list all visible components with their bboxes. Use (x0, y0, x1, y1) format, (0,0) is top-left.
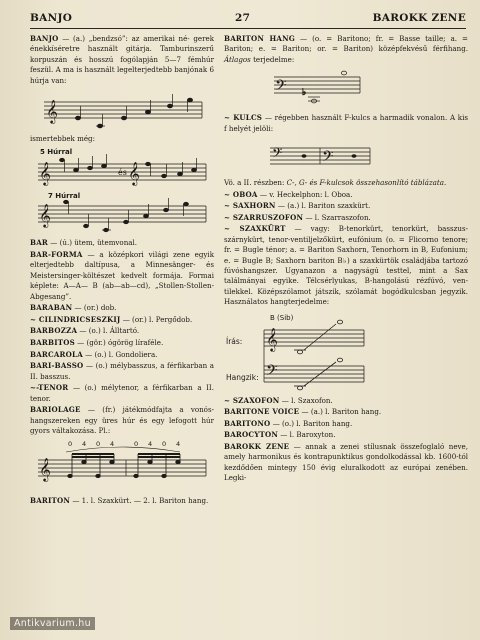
music-staff-szaxkurt (224, 310, 468, 394)
music-staff-5-string (30, 146, 214, 188)
entry-oboa (224, 190, 468, 200)
headword: BAR (30, 238, 48, 248)
definition: — (a.) l. Bariton szaxkürt. (275, 201, 371, 211)
definition: — (gör.) ógörög líraféle. (74, 338, 164, 348)
definition: — (o.) l. Gondoliera. (82, 349, 158, 359)
entry-barocyton (224, 430, 468, 440)
entry-baritono (224, 419, 468, 429)
headword: BANJO (30, 34, 59, 43)
svg-text:𝄞: 𝄞 (39, 457, 51, 482)
headword: BAROCYTON (224, 430, 279, 440)
fingering-1: 0 (68, 440, 73, 449)
header-left: BANJO (30, 12, 73, 24)
headword: BARITON HANG (224, 34, 296, 43)
definition: — a középkori világi zene egyik elterjedtebb daltípusa, a Minnesänger- és Meistersinger-költészet kedvelt formája. Formai képlete: A—A— B (ab—ab—cd), „Stollen-Stollen-Abgesang”. (30, 250, 214, 301)
fingering-5: 0 (134, 440, 139, 449)
fingering-8: 4 (176, 440, 181, 449)
definition: — v. Heckelphon: l. Oboa. (257, 189, 353, 199)
definition: — l. Szaxofon. (279, 395, 333, 405)
entry-banjo (30, 34, 214, 86)
definition: — l. Szarraszofon. (303, 212, 371, 222)
header-right: BAROKK ZENE (372, 12, 466, 24)
headword: ~ OBOA (224, 189, 258, 199)
label-iras: Írás: (226, 336, 243, 346)
label-es: és (118, 168, 127, 178)
headword: BARBOZZA (30, 326, 78, 336)
definition: — (o.) l. Bariton hang. (270, 418, 353, 428)
headword: BARITONE VOICE (224, 407, 300, 417)
headword: BAR-FORMA (30, 250, 83, 260)
entry-baritone-voice (224, 407, 468, 417)
entry-kulcs (224, 113, 468, 134)
definition: — (o.) mélybasszus, a férfikarban a II. basszus. (30, 361, 214, 381)
headword: BARITONO (224, 418, 271, 428)
entry-szaxkurt (224, 224, 468, 307)
headword: BAROKK ZENE (224, 442, 290, 452)
entry-vo (224, 178, 468, 188)
music-staff-banjo (30, 88, 214, 132)
fingering-7: 0 (162, 440, 167, 449)
label-5-string: 5 Húrral (40, 148, 73, 157)
reference-text: Vö. a II. részben: (224, 178, 287, 188)
definition: — (a.) l. Bariton hang. (299, 407, 382, 417)
entry-barcarola (30, 350, 214, 360)
definition: — (fr.) játékmódfajta a vonóshangszereken egy üres húr és egy lefogott húr gyors váltakozása. Pl.: (30, 405, 214, 436)
entry-bariolage (30, 405, 214, 436)
headword: ~ SZAXKÜRT (224, 224, 286, 234)
headword: BARI-BASSO (30, 361, 84, 371)
entry-szarruszofon (224, 213, 468, 223)
entry-bariton-hang (224, 34, 468, 65)
fingering-3: 0 (96, 440, 101, 449)
entry-tenor (30, 383, 214, 404)
headword: BARITON (30, 496, 71, 506)
entry-barbitos (30, 338, 214, 348)
definition: — (or.) l. Pergődob. (120, 314, 193, 324)
svg-text:♭: ♭ (302, 88, 307, 99)
headword: ~ SZARRUSZOFON (224, 212, 304, 222)
music-staff-kulcs (224, 136, 468, 176)
definition: — 1. l. Szaxkürt. — 2. l. Bariton hang. (70, 496, 209, 506)
definition: — (or.) dob. (72, 303, 117, 313)
definition: — régebben használt F-kulcs a harmadik vonalon. A kis f helyét jelöli: (224, 113, 468, 133)
svg-text:𝄢: 𝄢 (266, 361, 278, 383)
definition: — (o. = Baritono; fr. = Basse taille; a. = Bariton; e. = Bariton; or. = Bariton) középfekvésű férfihang. (224, 34, 468, 54)
reference-italic: C-, G- és F-kulcsok összehasonlító táblázata. (286, 178, 447, 188)
definition: — (a.) „bendzsó”: az amerikai né- gerek énekkíséretre használt gitárja. Tamburinszerű korpuszán és hosszú fogólapján 5—7 fémhúr feszül. A ma is használt legelterjedtebb banjónak 6 húrja van: (30, 34, 214, 85)
entry-bar-forma (30, 250, 214, 302)
label-b-sib: B (Sib) (270, 313, 294, 322)
page-number: 27 (235, 12, 251, 24)
music-staff-7-string (30, 190, 214, 236)
definition: — vagy: B-tenorkürt, tenorkürt, basszus-szárnykürt, tenor-ventiljelzőkürt, eufónium (o. = Flicorno tenore; fr. = Bugle ténor; a. = Bariton Saxhorn, Tenorhorn in B, Eufonium; e. = Bugle B; Saxhorn bariton B♭) a szaxkürtök családjába tartozó fúvóshangszer. Ugyanazon a nagyságú testtel, mint a Sax találmányai egyike. Télcsérlyukas, B-hangolású rézfúvó, ventilekkel. Középszólamot játszik, szólamát bogódkulcsban jegyzik. Használatos hangterjedelme: (224, 224, 469, 307)
headword: BARCAROLA (30, 349, 83, 359)
ismertebbek-text: ismertebbek még: (30, 134, 95, 144)
entry-bariton (30, 496, 214, 506)
headword: BARIOLAGE (30, 405, 81, 415)
definition: — (o.) l. Álltartó. (77, 326, 140, 336)
entry-baraban (30, 303, 214, 313)
header-rule (30, 28, 466, 29)
fingering-6: 4 (148, 440, 153, 449)
music-staff-bariton-range (224, 67, 468, 111)
entry-barbozza (30, 326, 214, 336)
entry-szaxofon (224, 396, 468, 406)
svg-text:𝄢: 𝄢 (272, 145, 283, 165)
definition: — (o.) mélytenor, a férfikarban a II. tenor. (30, 383, 214, 403)
svg-text:𝄞: 𝄞 (46, 99, 58, 124)
watermark: Antikvarium.hu (10, 617, 95, 630)
headword: ~-TENOR (30, 383, 69, 393)
entry-bar (30, 238, 214, 248)
headword: ~ KULCS (224, 113, 263, 123)
left-column (30, 34, 214, 508)
label-hangzik: Hangzik: (226, 372, 259, 382)
fingering-2: 4 (82, 440, 87, 449)
svg-text:𝄢: 𝄢 (275, 77, 287, 99)
definition: — annak a zenei stílusnak összefoglaló neve, amely harmonikus és kontrapunktikus gondolkodással kb. 1600-tól kezdődően mintegy 150 évig eluralkodott az európai zenében. Legki- (224, 442, 468, 483)
svg-text:𝄞: 𝄞 (266, 326, 278, 351)
svg-text:𝄞: 𝄞 (39, 161, 51, 186)
definition-tail: terjedelme: (250, 54, 295, 64)
definition: — (ú.) ütem, ütemvonal. (48, 238, 138, 248)
headword: BARBITOS (30, 338, 75, 348)
headword: ~ SZAXOFON (224, 395, 280, 405)
entry-saxhorn (224, 201, 468, 211)
label-7-string: 7 Húrral (48, 192, 81, 201)
definition: — l. Baroxyton. (278, 430, 336, 440)
page-header (30, 10, 466, 28)
headword: ~ CILINDRICSESZKIJ (30, 314, 121, 324)
svg-text:𝄞: 𝄞 (128, 161, 140, 186)
entry-bari-basso (30, 361, 214, 382)
entry-cilindricseszkij (30, 315, 214, 325)
definition-italic: Átlagos (224, 54, 251, 64)
headword: BARABAN (30, 303, 73, 313)
svg-text:𝄢: 𝄢 (322, 148, 334, 170)
right-column (224, 34, 468, 485)
svg-text:𝄞: 𝄞 (39, 203, 51, 228)
entry-barokk-zene (224, 442, 468, 484)
headword: ~ SAXHORN (224, 201, 276, 211)
music-staff-bariolage (30, 438, 214, 494)
fingering-4: 4 (110, 440, 115, 449)
